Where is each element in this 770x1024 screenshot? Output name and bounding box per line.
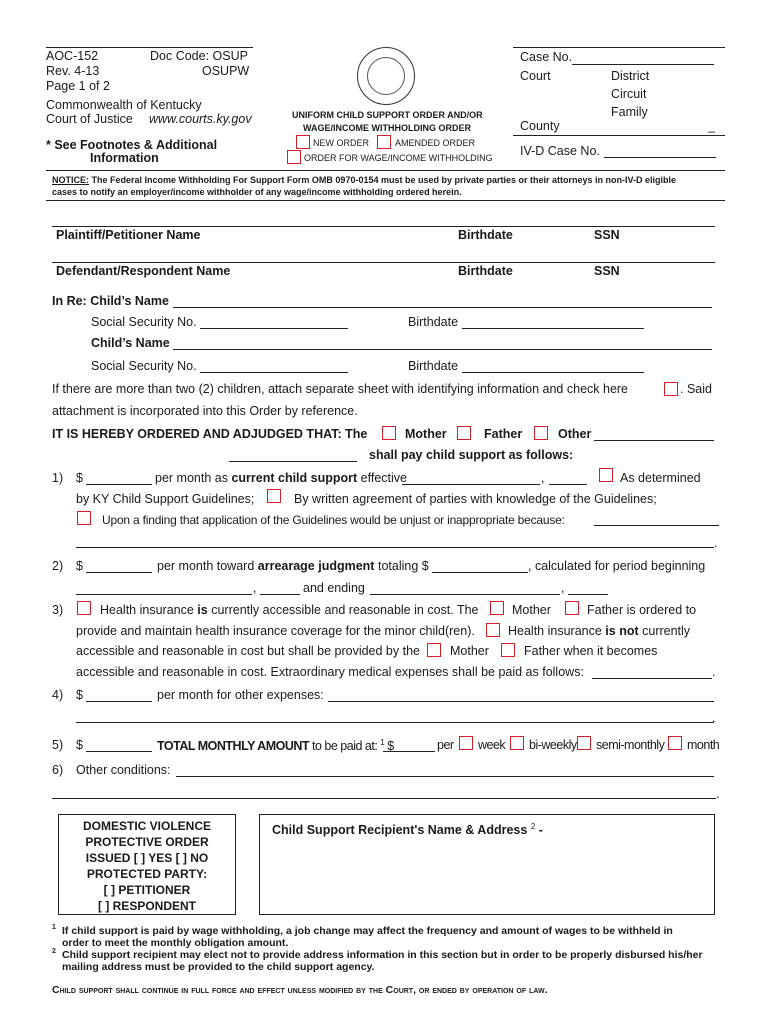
provided-father-label: Father when it becomes — [524, 644, 658, 658]
recipient-address-box[interactable] — [259, 814, 715, 915]
item-3-hi2: Health insurance — [508, 624, 602, 638]
footnote-2-line-1: Child support recipient may elect not to provide address information in this section but in order to be properly disbursed his/her — [62, 949, 703, 961]
item-3-text — [100, 603, 479, 617]
unjust-reason-field-2[interactable] — [76, 547, 714, 548]
arrearage-total-field[interactable] — [432, 572, 528, 573]
plaintiff-birthdate-label: Birthdate — [458, 228, 513, 242]
form-rev: Rev. 4-13 — [46, 64, 100, 78]
total-monthly-label: TOTAL MONTHLY AMOUNT — [157, 739, 310, 754]
item-5-text — [157, 738, 394, 753]
county-label: County — [520, 119, 560, 133]
form-title-1: UNIFORM CHILD SUPPORT ORDER AND/OR — [292, 110, 483, 120]
unjust-finding-checkbox[interactable] — [77, 511, 91, 525]
child-1-birthdate-field[interactable] — [462, 328, 644, 329]
payor-mother-label: Mother — [405, 427, 447, 441]
item-6-number: 6) — [52, 763, 64, 777]
child-1-birthdate-label: Birthdate — [408, 315, 459, 329]
recipient-sup: 2 — [530, 822, 536, 831]
payor-other-field[interactable] — [594, 440, 714, 441]
payor-name-field[interactable] — [229, 461, 357, 462]
dv-line-1: DOMESTIC VIOLENCE — [82, 819, 211, 833]
other-conditions-field[interactable] — [176, 776, 714, 777]
total-monthly-amount-field[interactable] — [86, 751, 152, 752]
item-4-number: 4) — [52, 688, 64, 702]
payor-other-checkbox[interactable] — [534, 426, 548, 440]
item-2-number: 2) — [52, 559, 64, 573]
item-3-provide: provide and maintain health insurance coverage for the minor child(ren). — [76, 624, 475, 638]
amended-order-label: AMENDED ORDER — [395, 138, 476, 148]
footnote-1-line-2: order to meet the monthly obligation amount. — [62, 937, 289, 949]
plaintiff-rule — [52, 226, 715, 227]
payor-father-label: Father — [484, 427, 523, 441]
item-5-sup: 1 — [380, 738, 385, 747]
court-family: Family — [611, 105, 648, 119]
insurance-accessible-checkbox[interactable] — [77, 601, 91, 615]
footnote-1 — [62, 925, 722, 949]
arrearage-judgment-label: arrearage judgment — [257, 559, 375, 573]
item-2-ending: and ending — [303, 581, 365, 595]
doc-code: Doc Code: OSUP — [150, 49, 248, 63]
insurance-mother-checkbox[interactable] — [490, 601, 504, 615]
item-3-isnot: is not — [605, 624, 639, 638]
new-order-checkbox[interactable] — [296, 135, 310, 149]
item-3-number: 3) — [52, 603, 64, 617]
item-6-text: Other conditions: — [76, 763, 171, 777]
attachment-text: attachment is incorporated into this Order by reference. — [52, 404, 358, 418]
unjust-finding-label: Upon a finding that application of the Guidelines would be unjust or inappropriate because: — [102, 513, 565, 527]
notice-rule-bottom — [46, 200, 725, 201]
dv-respondent[interactable]: [ ] RESPONDENT — [97, 899, 196, 913]
closing-statement: Child support shall continue in full force and effect unless modified by the Court, or ended by operation of law. — [52, 984, 548, 996]
written-agreement-checkbox[interactable] — [267, 489, 281, 503]
item-1-text — [155, 471, 407, 485]
period-end-field[interactable] — [370, 594, 560, 595]
new-order-label: NEW ORDER — [313, 138, 369, 148]
defendant-birthdate-label: Birthdate — [458, 264, 513, 278]
dv-protected-party: PROTECTED PARTY: — [86, 867, 208, 881]
amended-order-checkbox[interactable] — [377, 135, 391, 149]
plaintiff-label: Plaintiff/Petitioner Name — [56, 228, 201, 242]
item-1-text-a: per month as — [155, 471, 228, 485]
written-agreement-label: By written agreement of parties with knowledge of the Guidelines; — [294, 492, 657, 506]
extraordinary-medical-field[interactable] — [592, 678, 712, 679]
current-support-amount-field[interactable] — [86, 484, 152, 485]
frequency-biweekly-label: bi-weekly — [529, 738, 577, 752]
item-5-paid: to be paid at: — [312, 739, 378, 754]
arrearage-amount-field[interactable] — [86, 572, 152, 573]
more-children-checkbox[interactable] — [664, 382, 678, 396]
current-child-support-label: current child support — [231, 471, 358, 485]
footnote-2-number: 2 — [52, 948, 56, 955]
commonwealth: Commonwealth of Kentucky — [46, 98, 202, 112]
period-end-year-field[interactable] — [568, 594, 608, 595]
frequency-week-checkbox[interactable] — [459, 736, 473, 750]
wage-withholding-checkbox[interactable] — [287, 150, 301, 164]
as-determined-checkbox[interactable] — [599, 468, 613, 482]
other-expenses-field-2[interactable] — [76, 722, 714, 723]
effective-year-field[interactable] — [549, 484, 587, 485]
website-link[interactable]: www.courts.ky.gov — [149, 112, 252, 126]
dv-issued[interactable]: ISSUED [ ] YES [ ] NO — [85, 851, 209, 865]
child-1-ssn-label: Social Security No. — [91, 315, 197, 329]
notice — [52, 175, 676, 185]
child-2-birthdate-field[interactable] — [462, 372, 644, 373]
shall-pay-text: shall pay child support as follows: — [369, 448, 574, 462]
other-conditions-field-2[interactable] — [52, 798, 716, 799]
court-circuit: Circuit — [611, 87, 647, 101]
provided-father-checkbox[interactable] — [501, 643, 515, 657]
court-district: District — [611, 69, 650, 83]
item-1-comma: , — [541, 471, 545, 485]
county-rule — [513, 135, 725, 136]
payor-father-checkbox[interactable] — [457, 426, 471, 440]
notice-text-2: cases to notify an employer/income withholder of any wage/income withholding ordered herein. — [52, 187, 462, 197]
dv-line-2: PROTECTIVE ORDER — [85, 835, 209, 849]
notice-rule — [46, 170, 725, 171]
header-rule-left — [46, 47, 253, 48]
child-2-ssn-label: Social Security No. — [91, 359, 197, 373]
insurance-mother-label: Mother — [512, 603, 551, 617]
payor-other-label: Other — [558, 427, 592, 441]
payor-mother-checkbox[interactable] — [382, 426, 396, 440]
item-5-per: per — [437, 738, 454, 752]
child-2-name-field[interactable] — [173, 349, 712, 350]
frequency-biweekly-checkbox[interactable] — [510, 736, 524, 750]
case-no-label: Case No. — [520, 50, 573, 64]
item-1-dollar: $ — [76, 471, 83, 485]
item-3-currently: currently — [642, 624, 691, 638]
footnote-reference-2: Information — [90, 151, 159, 165]
effective-date-field[interactable] — [402, 484, 540, 485]
domestic-violence-box — [58, 814, 236, 915]
item-4-text: per month for other expenses: — [157, 688, 324, 702]
item-2-totaling: totaling $ — [377, 559, 429, 573]
dv-petitioner[interactable]: [ ] PETITIONER — [103, 883, 191, 897]
child-1-ssn-field[interactable] — [200, 328, 348, 329]
defendant-label: Defendant/Respondent Name — [56, 264, 231, 278]
footnote-2-line-2: mailing address must be provided to the child support agency. — [62, 961, 375, 973]
frequency-month-label: month — [687, 738, 720, 752]
item-3-accessible: currently accessible and reasonable in cost. The — [211, 603, 479, 617]
provided-mother-checkbox[interactable] — [427, 643, 441, 657]
item-5-dollar-2: $ — [387, 739, 394, 754]
page-number: Page 1 of 2 — [46, 79, 110, 93]
item-3-not — [508, 624, 690, 638]
insurance-father-checkbox[interactable] — [565, 601, 579, 615]
item-2-calculated: , calculated for period beginning — [528, 559, 706, 573]
ivd-case-label: IV-D Case No. — [520, 144, 600, 158]
case-no-field[interactable] — [572, 64, 714, 65]
recipient-label: Child Support Recipient's Name & Address — [272, 823, 528, 838]
more-children-text: If there are more than two (2) children, attach separate sheet with identifying information and check here — [52, 382, 629, 396]
footnote-1-number: 1 — [52, 924, 56, 931]
item-2-comma: , — [253, 581, 257, 595]
item-2-dollar: $ — [76, 559, 83, 573]
footnote-1-line-1: If child support is paid by wage withholding, a job change may affect the frequency and amount of wages to be withheld in — [62, 925, 673, 937]
court-of-justice: Court of Justice — [46, 112, 133, 126]
wage-withholding-label: ORDER FOR WAGE/INCOME WITHHOLDING — [304, 153, 493, 163]
item-5-number: 5) — [52, 738, 64, 752]
child-2-birthdate-label: Birthdate — [408, 359, 459, 373]
county-dash: _ — [708, 119, 715, 133]
kentucky-court-seal — [357, 47, 415, 105]
form-title-2: WAGE/INCOME WITHHOLDING ORDER — [303, 123, 471, 133]
item-2-comma-2: , — [561, 581, 565, 595]
unjust-reason-field[interactable] — [594, 525, 719, 526]
pay-amount-field[interactable] — [383, 751, 435, 752]
child-1-name-label: In Re: Child’s Name — [52, 294, 169, 308]
item-2-text — [157, 559, 429, 573]
footnote-reference: * See Footnotes & Additional — [46, 138, 218, 152]
footnote-2 — [62, 949, 722, 973]
plaintiff-ssn-label: SSN — [594, 228, 620, 242]
defendant-rule — [52, 262, 715, 263]
doc-code-2: OSUPW — [202, 64, 250, 78]
other-expenses-amount-field[interactable] — [86, 701, 152, 702]
insurance-father-label: Father is ordered to — [587, 603, 697, 617]
insurance-not-accessible-checkbox[interactable] — [486, 623, 500, 637]
frequency-month-checkbox[interactable] — [668, 736, 682, 750]
frequency-semimonthly-checkbox[interactable] — [577, 736, 591, 750]
item-1-number: 1) — [52, 471, 64, 485]
ky-guidelines-text: by KY Child Support Guidelines; — [76, 492, 255, 506]
notice-label: NOTICE: — [52, 175, 89, 185]
defendant-ssn-label: SSN — [594, 264, 620, 278]
provided-mother-label: Mother — [450, 644, 489, 658]
header-rule-right — [513, 47, 725, 48]
period-begin-field[interactable] — [76, 594, 252, 595]
period-begin-year-field[interactable] — [260, 594, 300, 595]
child-1-name-field[interactable] — [173, 307, 712, 308]
form-id: AOC-152 — [46, 49, 99, 63]
recipient-dash: - — [538, 823, 543, 838]
item-3-is: is — [197, 603, 208, 617]
item-2-text-a: per month toward — [157, 559, 255, 573]
frequency-week-label: week — [478, 738, 506, 752]
item-5-dollar: $ — [76, 738, 83, 752]
item-3-hi: Health insurance — [100, 603, 194, 617]
child-2-ssn-field[interactable] — [200, 372, 348, 373]
item-1-effective: effective — [360, 471, 407, 485]
ordered-text: IT IS HEREBY ORDERED AND ADJUDGED THAT: The — [52, 427, 368, 441]
more-children-said: . Said — [680, 382, 712, 396]
child-2-name-label: Child’s Name — [91, 336, 170, 350]
frequency-semimonthly-label: semi-monthly — [596, 738, 665, 752]
item-3-extraordinary: accessible and reasonable in cost. Extraordinary medical expenses shall be paid as follows: — [76, 665, 584, 679]
as-determined-label: As determined — [620, 471, 701, 485]
court-label: Court — [520, 69, 551, 83]
item-4-dollar: $ — [76, 688, 83, 702]
item-3-reasonable: accessible and reasonable in cost but shall be provided by the — [76, 644, 420, 658]
notice-text-1: The Federal Income Withholding For Support Form OMB 0970-0154 must be used by private parties or their attorneys in non-IV-D eligible — [91, 175, 677, 185]
ivd-case-field[interactable] — [604, 157, 716, 158]
other-expenses-field[interactable] — [328, 701, 714, 702]
